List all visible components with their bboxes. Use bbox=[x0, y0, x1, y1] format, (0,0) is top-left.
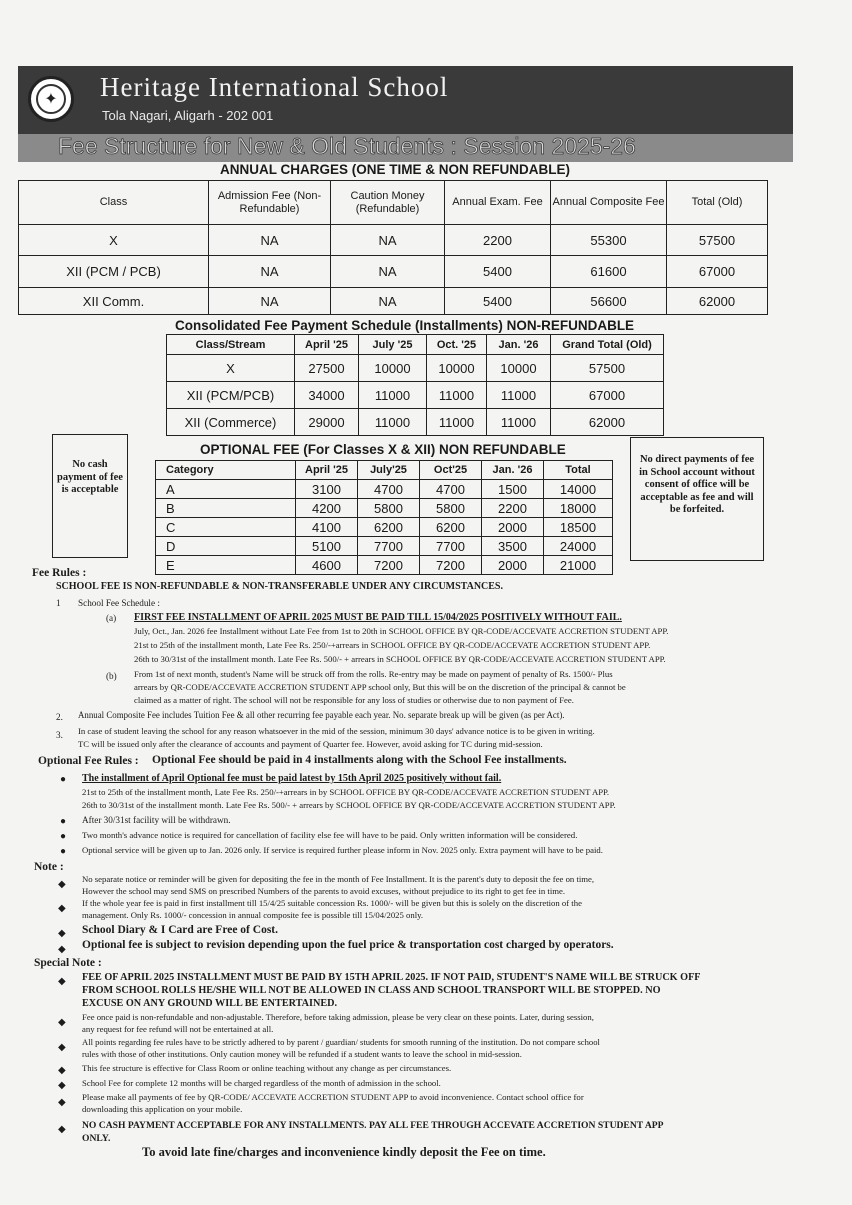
table-header: Total bbox=[544, 461, 613, 480]
table-cell: B bbox=[156, 499, 296, 518]
note-line: However the school may send SMS on prescribed Numbers of the parents to avoid excuses, without prejudice to its right to get fee in time. bbox=[82, 886, 566, 896]
table-cell: 27500 bbox=[295, 355, 359, 382]
table-header: April '25 bbox=[296, 461, 358, 480]
table-cell: 61600 bbox=[551, 256, 667, 288]
table-cell: 6200 bbox=[358, 518, 420, 537]
optional-rule: The installment of April Optional fee must be paid latest by 15th April 2025 positively without fail. bbox=[82, 773, 502, 784]
diamond-bullet-icon: ◆ bbox=[58, 1017, 66, 1028]
optional-rule: Two month's advance notice is required for cancellation of facility else fee will have to be paid. Only written information will be considered. bbox=[82, 830, 578, 840]
table-header: Caution Money (Refundable) bbox=[331, 181, 445, 225]
table-cell: 21000 bbox=[544, 556, 613, 575]
table-cell: 5400 bbox=[445, 288, 551, 315]
diamond-bullet-icon: ◆ bbox=[58, 1080, 66, 1091]
special-line: Fee once paid is non-refundable and non-adjustable. Therefore, before taking admission, please be very clear on these points. Later, during session, bbox=[82, 1012, 594, 1022]
table-header: July'25 bbox=[358, 461, 420, 480]
table-cell: 2200 bbox=[445, 225, 551, 256]
table-cell: 67000 bbox=[551, 382, 664, 409]
table-cell: 4600 bbox=[296, 556, 358, 575]
table-cell: 5800 bbox=[358, 499, 420, 518]
table-cell: 7700 bbox=[420, 537, 482, 556]
table-cell: NA bbox=[331, 256, 445, 288]
table-cell: 3500 bbox=[482, 537, 544, 556]
table-cell: 10000 bbox=[427, 355, 487, 382]
optional-rule: Optional service will be given up to Jan. 2026 only. If service is required further please inform in Nov. 2025 only. Extra payment will have to be paid. bbox=[82, 845, 603, 855]
footer-line: To avoid late fine/charges and inconvenience kindly deposit the Fee on time. bbox=[142, 1145, 546, 1159]
special-line: any request for fee refund will not be entertained at all. bbox=[82, 1024, 274, 1034]
table-cell: 10000 bbox=[359, 355, 427, 382]
special-line: All points regarding fee rules have to be strictly adhered to by parent / guardian/ students for smooth running of the institution. Do not compare school bbox=[82, 1037, 600, 1047]
rule-line: 26th to 30/31st of the installment month. Late Fee Rs. 500/- + arrears by SCHOOL OFFICE BY QR-CODE/ACCEVATE ACCRETION STUDENT APP. bbox=[82, 800, 616, 810]
special-line: downloading this application on your mobile. bbox=[82, 1104, 243, 1114]
diamond-bullet-icon: ◆ bbox=[58, 944, 66, 955]
table-cell: NA bbox=[209, 225, 331, 256]
table-cell: 7200 bbox=[420, 556, 482, 575]
school-address: Tola Nagari, Aligarh - 202 001 bbox=[102, 108, 274, 123]
bullet-icon: ● bbox=[60, 816, 67, 827]
optional-rule: After 30/31st facility will be withdrawn. bbox=[82, 815, 231, 825]
item-label: (a) bbox=[106, 613, 117, 623]
table-cell: 4200 bbox=[296, 499, 358, 518]
table-cell: XII Comm. bbox=[19, 288, 209, 315]
special-line: EXCUSE ON ANY GROUND WILL BE ENTERTAINED. bbox=[82, 998, 338, 1009]
table-header: April '25 bbox=[295, 335, 359, 355]
table-cell: A bbox=[156, 480, 296, 499]
special-line: NO CASH PAYMENT ACCEPTABLE FOR ANY INSTALLMENTS. PAY ALL FEE THROUGH ACCEVATE ACCRETION STUDENT APP bbox=[82, 1120, 664, 1131]
table-cell: 18000 bbox=[544, 499, 613, 518]
note-heading: Note : bbox=[34, 861, 64, 873]
table-cell: NA bbox=[209, 288, 331, 315]
table-cell: 2200 bbox=[482, 499, 544, 518]
fee-rules-main: SCHOOL FEE IS NON-REFUNDABLE & NON-TRANSFERABLE UNDER ANY CIRCUMSTANCES. bbox=[56, 581, 503, 592]
item-number: 2. bbox=[56, 712, 63, 722]
item-number: 3. bbox=[56, 730, 63, 740]
table-cell: X bbox=[19, 225, 209, 256]
optional-fee-heading: OPTIONAL FEE (For Classes X & XII) NON REFUNDABLE bbox=[200, 442, 566, 457]
table-cell: NA bbox=[209, 256, 331, 288]
table-header: Annual Composite Fee bbox=[551, 181, 667, 225]
table-header: Grand Total (Old) bbox=[551, 335, 664, 355]
table-cell: 11000 bbox=[427, 409, 487, 436]
table-header: Total (Old) bbox=[667, 181, 768, 225]
table-cell: 11000 bbox=[427, 382, 487, 409]
bullet-icon: ● bbox=[60, 831, 67, 842]
table-cell: NA bbox=[331, 288, 445, 315]
table-cell: 1500 bbox=[482, 480, 544, 499]
table-header: Oct. '25 bbox=[427, 335, 487, 355]
rule-line: 26th to 30/31st of the installment month. Late Fee Rs. 500/- + arrears in SCHOOL OFFICE BY QR-CODE/ACCEVATE ACCRETION STUDENT APP. bbox=[134, 654, 666, 664]
special-line: ONLY. bbox=[82, 1133, 111, 1144]
table-header: Jan. '26 bbox=[482, 461, 544, 480]
table-cell: 11000 bbox=[359, 409, 427, 436]
diamond-bullet-icon: ◆ bbox=[58, 928, 66, 939]
crest-icon: ✦ bbox=[36, 84, 66, 114]
table-cell: XII (PCM / PCB) bbox=[19, 256, 209, 288]
table-cell: 11000 bbox=[487, 382, 551, 409]
special-note-heading: Special Note : bbox=[34, 957, 102, 969]
annual-charges-heading: ANNUAL CHARGES (ONE TIME & NON REFUNDABLE) bbox=[220, 162, 570, 177]
table-cell: 7200 bbox=[358, 556, 420, 575]
bullet-icon: ● bbox=[60, 846, 67, 857]
table-cell: 56600 bbox=[551, 288, 667, 315]
table-cell: 57500 bbox=[551, 355, 664, 382]
table-cell: D bbox=[156, 537, 296, 556]
diamond-bullet-icon: ◆ bbox=[58, 1065, 66, 1076]
note-line: If the whole year fee is paid in first installment till 15/4/25 suitable concession Rs. 1000/- will be given but this is solely on the discretion of the bbox=[82, 898, 582, 908]
note-line: School Diary & I Card are Free of Cost. bbox=[82, 924, 278, 936]
table-cell: 7700 bbox=[358, 537, 420, 556]
item-number: 1 bbox=[56, 598, 61, 608]
table-header: Jan. '26 bbox=[487, 335, 551, 355]
diamond-bullet-icon: ◆ bbox=[58, 903, 66, 914]
table-cell: 34000 bbox=[295, 382, 359, 409]
table-cell: 62000 bbox=[667, 288, 768, 315]
page-title: Fee Structure for New & Old Students : Session 2025-26 bbox=[58, 133, 636, 159]
rule-line: From 1st of next month, student's Name will be struck off from the rolls. Re-entry may be made on payment of penalty of Rs. 1500/- Plus bbox=[134, 669, 613, 679]
table-cell: 4700 bbox=[358, 480, 420, 499]
table-cell: 5100 bbox=[296, 537, 358, 556]
optional-rules-heading: Optional Fee Rules : bbox=[38, 755, 139, 767]
table-header: Class/Stream bbox=[167, 335, 295, 355]
table-cell: 4700 bbox=[420, 480, 482, 499]
bullet-icon: ● bbox=[60, 774, 67, 785]
no-direct-payment-text: No direct payments of fee in School account without consent of office will be acceptable as fee and will be forfeited. bbox=[639, 454, 755, 515]
special-line: This fee structure is effective for Class Room or online teaching without any change as per circumstances. bbox=[82, 1063, 452, 1073]
table-header: Admission Fee (Non-Refundable) bbox=[209, 181, 331, 225]
table-cell: 11000 bbox=[359, 382, 427, 409]
item-label: (b) bbox=[106, 671, 117, 681]
table-cell: 18500 bbox=[544, 518, 613, 537]
diamond-bullet-icon: ◆ bbox=[58, 1097, 66, 1108]
table-cell: XII (PCM/PCB) bbox=[167, 382, 295, 409]
special-line: School Fee for complete 12 months will be charged regardless of the month of admission in the school. bbox=[82, 1078, 441, 1088]
table-cell: NA bbox=[331, 225, 445, 256]
table-cell: 29000 bbox=[295, 409, 359, 436]
diamond-bullet-icon: ◆ bbox=[58, 1124, 66, 1135]
fee-schedule-label: School Fee Schedule : bbox=[78, 598, 160, 608]
table-cell: 62000 bbox=[551, 409, 664, 436]
rule-line: 21st to 25th of the installment month, Late Fee Rs. 250/-+arrears in by SCHOOL OFFICE BY QR-CODE/ACCEVATE ACCRETION STUDENT APP. bbox=[82, 787, 610, 797]
table-cell: 55300 bbox=[551, 225, 667, 256]
rule-line: 21st to 25th of the installment month, Late Fee Rs. 250/-+arrears in SCHOOL OFFICE BY QR-CODE/ACCEVATE ACCRETION STUDENT APP. bbox=[134, 640, 651, 650]
school-name: Heritage International School bbox=[100, 72, 449, 102]
rule-line: July, Oct., Jan. 2026 fee Installment without Late Fee from 1st to 20th in SCHOOL OFFICE BY QR-CODE/ACCEVATE ACCRETION STUDENT APP. bbox=[134, 626, 669, 636]
table-cell: 2000 bbox=[482, 518, 544, 537]
table-cell: 67000 bbox=[667, 256, 768, 288]
table-cell: 2000 bbox=[482, 556, 544, 575]
table-cell: 10000 bbox=[487, 355, 551, 382]
special-line: Please make all payments of fee by QR-CODE/ ACCEVATE ACCRETION STUDENT APP to avoid inconvenience. Contact school office for bbox=[82, 1092, 584, 1102]
rule-line: TC will be issued only after the clearance of accounts and payment of Quarter fee. However, avoid asking for TC during mid-session. bbox=[78, 739, 543, 749]
diamond-bullet-icon: ◆ bbox=[58, 976, 66, 987]
note-line: Optional fee is subject to revision depending upon the fuel price & transportation cost charged by operators. bbox=[82, 939, 614, 951]
special-line: FEE OF APRIL 2025 INSTALLMENT MUST BE PAID BY 15TH APRIL 2025. IF NOT PAID, STUDENT'S NAME WILL BE STRUCK OFF bbox=[82, 972, 701, 983]
schedule-heading: Consolidated Fee Payment Schedule (Installments) NON-REFUNDABLE bbox=[175, 318, 635, 333]
table-header: Category bbox=[156, 461, 296, 480]
table-cell: 14000 bbox=[544, 480, 613, 499]
table-header: Class bbox=[19, 181, 209, 225]
rule-line: Annual Composite Fee includes Tuition Fee & all other recurring fee payable each year. No. separate break up will be given (as per Act). bbox=[78, 710, 565, 720]
table-cell: 11000 bbox=[487, 409, 551, 436]
table-header: Annual Exam. Fee bbox=[445, 181, 551, 225]
table-cell: 57500 bbox=[667, 225, 768, 256]
note-line: management. Only Rs. 1000/- concession in annual composite fee is possible till 15/04/2025 only. bbox=[82, 910, 424, 920]
table-cell: 4100 bbox=[296, 518, 358, 537]
diamond-bullet-icon: ◆ bbox=[58, 1042, 66, 1053]
note-line: No separate notice or reminder will be given for depositing the fee in the month of Fee Installment. It is the parent's duty to deposit the fee on time, bbox=[82, 874, 595, 884]
table-header: Oct'25 bbox=[420, 461, 482, 480]
diamond-bullet-icon: ◆ bbox=[58, 879, 66, 890]
special-line: FROM SCHOOL ROLLS HE/SHE WILL NOT BE ALLOWED IN CLASS AND SCHOOL TRANSPORT WILL BE STOPPED. NO bbox=[82, 985, 661, 996]
rule-line: claimed as a matter of right. The school will not be responsible for any loss of studies or otherwise due to non payment of Fee. bbox=[134, 695, 574, 705]
table-cell: 3100 bbox=[296, 480, 358, 499]
table-cell: 24000 bbox=[544, 537, 613, 556]
optional-rules-summary: Optional Fee should be paid in 4 installments along with the School Fee installments. bbox=[152, 754, 567, 766]
table-cell: X bbox=[167, 355, 295, 382]
table-cell: 6200 bbox=[420, 518, 482, 537]
fee-rules-heading: Fee Rules : bbox=[32, 567, 87, 579]
table-cell: 5800 bbox=[420, 499, 482, 518]
table-cell: 5400 bbox=[445, 256, 551, 288]
table-cell: XII (Commerce) bbox=[167, 409, 295, 436]
table-cell: C bbox=[156, 518, 296, 537]
rule-line: In case of student leaving the school for any reason whatsoever in the mid of the session, minimum 30 days' advance notice is to be given in writing. bbox=[78, 726, 595, 736]
special-line: rules with those of other institutions. Only caution money will be refunded if a student wants to leave the school in mid-session. bbox=[82, 1049, 522, 1059]
first-installment-rule: FIRST FEE INSTALLMENT OF APRIL 2025 MUST BE PAID TILL 15/04/2025 POSITIVELY WITHOUT FAIL. bbox=[134, 612, 622, 623]
table-header: July '25 bbox=[359, 335, 427, 355]
table-cell: E bbox=[156, 556, 296, 575]
no-cash-text: No cash payment of fee is acceptable bbox=[57, 459, 123, 495]
rule-line: arrears by QR-CODE/ACCEVATE ACCRETION STUDENT APP school only, But this will be on the discretion of the principal & cannot be bbox=[134, 682, 626, 692]
